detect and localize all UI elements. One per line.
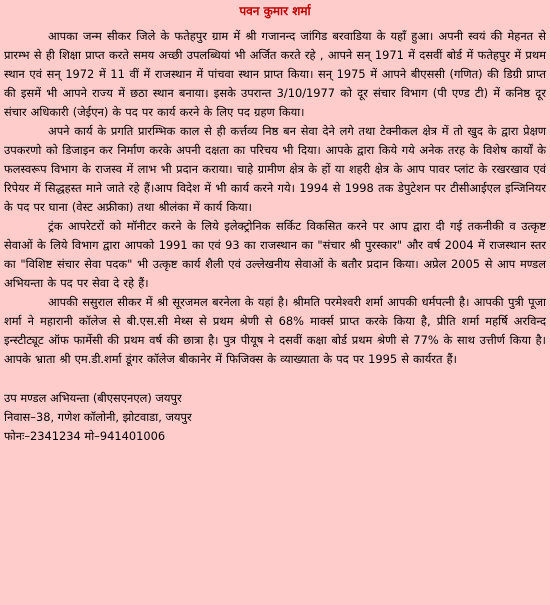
paragraph-birth-education: आपका जन्म सीकर जिले के फतेहपुर ग्राम में श्री गजानन्द जांगिड बरवाडिया के यहाँ हुआ। अपनी स्वयं की मेहनत से प्रारम्भ से ही शिक्षा प्राप्त करते समय अच्छी उपलब्धियां भी अर्जित करते रहे , आपने सन् 1971 में दसवीं बोर्ड में फतेहपुर में प्रथम स्थान एवं सन् 1972 में 11 वीं में राजस्थान में पांचवा स्थान प्राप्त किया। सन् 1975 में आपने बीएससी (गणित) की डिग्री प्राप्त की इसमें भी आपने राज्य में छठा स्थान बनाया। इसके उपरान्त 3/10/1977 को दूर संचार विभाग (पी एण्ड टी) में कनिष्ठ दूर संचार अधिकारी (जेईएन) के पद पर कार्य करने के लिए पद ग्रहण किया। [4, 29, 546, 119]
paragraph-career: अपने कार्य के प्रगति प्रारम्भिक काल से ही कर्त्तव्य निष्ठ बन सेवा देने लगे तथा टेक्नीकल क्षेत्र में तो खुद के द्वारा प्रेक्षण उपकरणो को डिजाइन कर निर्माण करके अपनी दक्षता का परिचय भी दिया। आपके द्वारा किये गये अनेक तरह के विशेष कार्यों के फलस्वरूप विभाग के राजस्व में लाभ भी प्रदान कराया। चाहे ग्रामीण क्षेत्र के हों या शहरी क्षेत्र के आप पावर प्लांट के रखरखाव एवं रिपेयर में सिद्धहस्त माने जाते रहे हैं।आप विदेश में भी कार्य करने गये। 1994 से 1998 तक डेपुटेशन पर टीसीआईएल इन्जिनियर के पद पर घाना (वेस्ट अफ्रीका) तथा श्रीलंका में कार्य किया। [4, 124, 546, 214]
page-title: पवन कुमार शर्मा [239, 4, 311, 18]
designation-line: उप मण्डल अभियन्ता (बीएसएनएल) जयपुर [4, 391, 182, 405]
paragraph-awards: ट्रंक आपरेटरों को मॉनीटर करने के लिये इलेक्ट्रोनिक सर्किट विकसित करने पर आप द्वारा दी गई तकनीकी व उत्कृष्ट सेवाओं के लिये विभाग द्वारा आपको 1991 का एवं 93 का राजस्थान का "संचार श्री पुरस्कार" और वर्ष 2004 में राजस्थान स्तर का "विशिष्ट संचार सेवा पदक" भी उत्कृष्ट कार्य शैली एवं उल्लेखनीय सेवाओं के बतौर प्रदान किया। अप्रेल 2005 से आप मण्डल अभियन्ता के पद पर सेवा दे रहे हैं। [4, 219, 546, 290]
paragraph-family: आपकी ससुराल सीकर में श्री सूरजमल बरनेला के यहां है। श्रीमति परमेश्वरी शर्मा आपकी धर्मपत्नी है। आपकी पुत्री पूजा शर्मा ने महारानी कॉलेज से बी.एस.सी मेथ्स से प्रथम श्रेणी से 68% मार्क्स प्राप्त करके किया है, प्रीति शर्मा महर्षि अरविन्द इन्स्टीट्यूट ऑफ फार्मेसी की प्रथम वर्ष की छात्रा है। पुत्र पीयूष ने दसवीं कक्षा बोर्ड प्रथम श्रेणी से 77% के साथ उत्तीर्ण किया है। आपके भ्राता श्री एम.डी.शर्मा डूंगर कॉलेज बीकानेर में फिजिक्स के व्याख्याता के पद पर 1995 से कार्यरत हैं। [4, 295, 546, 366]
contact-block [4, 389, 546, 446]
phone-line: फोनः–2341234 मो–941401006 [4, 429, 166, 443]
address-line: निवास–38, गणेश कॉलोनी, झोटवाडा, जयपुर [4, 410, 192, 424]
